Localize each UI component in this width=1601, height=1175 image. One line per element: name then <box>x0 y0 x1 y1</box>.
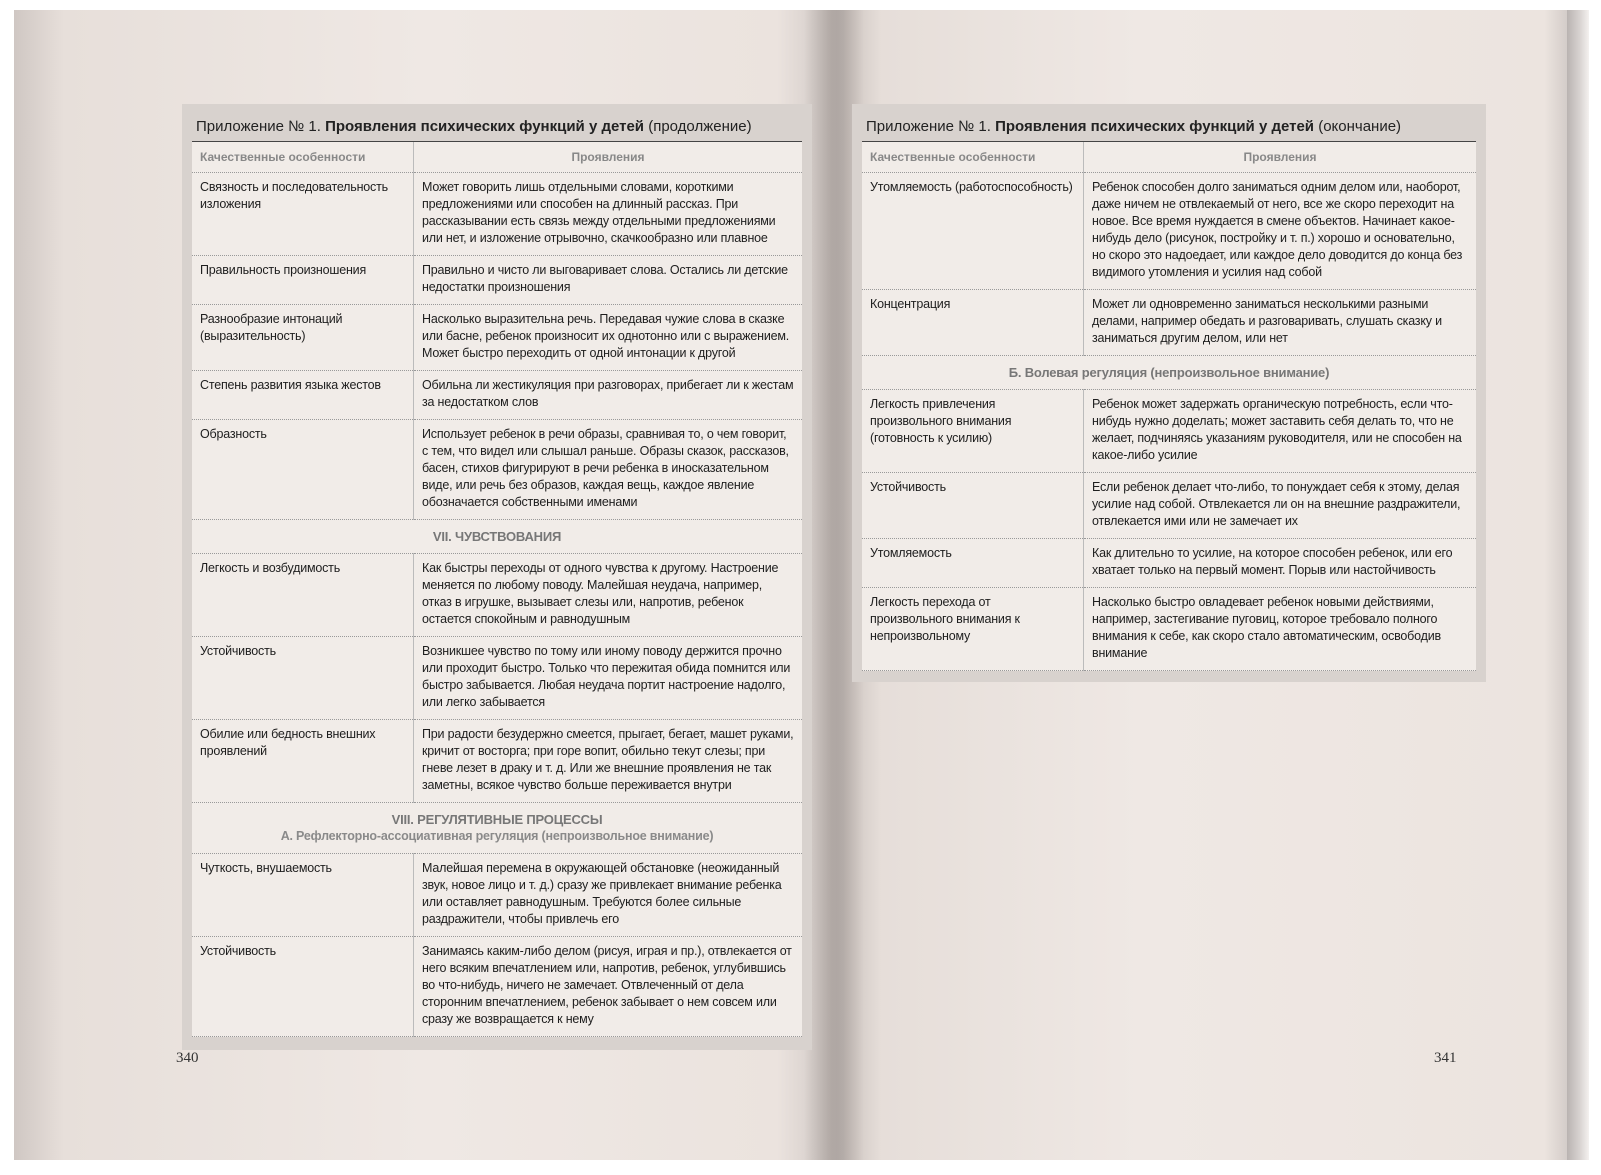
manifestation-cell: Насколько быстро овладевает ребенок новыми действиями, например, застегивание пуговиц, которое требовало полного внимания к себе, как скоро стало автоматическим, освободив внимание <box>1084 588 1477 671</box>
left-heading-suffix: (продолжение) <box>648 118 752 135</box>
manifestation-cell: Использует ребенок в речи образы, сравнивая то, о чем говорит, с тем, что видел или слышал раньше. Образы сказок, рассказов, басен, стихов фигурируют в речи ребенка в иносказательном виде, или речь без образов, каждая вещь, каждое явление обозначается собственными именами <box>414 420 803 520</box>
left-heading-prefix: Приложение № 1. <box>196 118 321 135</box>
table-row <box>862 173 1476 290</box>
manifestation-cell: Как длительно то усилие, на которое способен ребенок, или его хватает только на первый момент. Порыв или настойчивость <box>1084 539 1477 588</box>
page-edge <box>1567 10 1589 1160</box>
table-row <box>192 420 802 520</box>
manifestation-cell: Может говорить лишь отдельными словами, короткими предложениями или способен на длинный рассказ. При рассказывании есть связь между отдельными предложениями или нет, и изложение отрывочно, скачкообразно или плавное <box>414 173 803 256</box>
manifestation-cell: Если ребенок делает что-либо, то понуждает себя к этому, делая усилие над собой. Отвлекается ли он на внешние раздражители, отвлекается ими или не замечает их <box>1084 473 1477 539</box>
quality-cell: Разнообразие интонаций (выразительность) <box>192 305 414 371</box>
section-heading-regulation <box>192 803 802 854</box>
quality-cell: Правильность произношения <box>192 256 414 305</box>
section-row <box>192 803 802 854</box>
quality-cell: Устойчивость <box>862 473 1084 539</box>
table-row <box>192 173 802 256</box>
table-row <box>862 390 1476 473</box>
table-row <box>192 371 802 420</box>
left-table-panel <box>182 104 812 1050</box>
quality-cell: Образность <box>192 420 414 520</box>
manifestation-cell: Ребенок может задержать органическую потребность, если что-нибудь нужно доделать; может заставить себя делать то, что не желает, подчиняясь указаниям руководителя, или не способен на какое-либо усилие <box>1084 390 1477 473</box>
section-title: VIII. РЕГУЛЯТИВНЫЕ ПРОЦЕССЫ <box>391 812 603 827</box>
table-row <box>862 588 1476 671</box>
section-row <box>192 520 802 554</box>
manifestation-cell: Обильна ли жестикуляция при разговорах, прибегает ли к жестам за недостатком слов <box>414 371 803 420</box>
quality-cell: Утомляемость (работоспособность) <box>862 173 1084 290</box>
page-number-right: 341 <box>1434 1050 1457 1066</box>
manifestation-cell: При радости безудержно смеется, прыгает, бегает, машет руками, кричит от восторга; при горе вопит, обильно текут слезы; при гневе лезет в драку и т. д. Или же внешние проявления не так заметны, всякое чувство больше переживается внутри <box>414 720 803 803</box>
section-heading-feelings: VII. ЧУВСТВОВАНИЯ <box>192 520 802 554</box>
table-header-row <box>192 142 802 173</box>
manifestation-cell: Может ли одновременно заниматься несколькими разными делами, например обедать и разговаривать, слушать сказку и заниматься другим делом, или нет <box>1084 290 1477 356</box>
quality-cell: Легкость перехода от произвольного внимания к непроизвольному <box>862 588 1084 671</box>
table-row <box>862 473 1476 539</box>
table-row <box>192 554 802 637</box>
table-header-row <box>862 142 1476 173</box>
column-header-manifestation: Проявления <box>1084 142 1477 173</box>
column-header-manifestation: Проявления <box>414 142 803 173</box>
table-row <box>192 720 802 803</box>
quality-cell: Устойчивость <box>192 937 414 1037</box>
quality-cell: Легкость привлечения произвольного внимания (готовность к усилию) <box>862 390 1084 473</box>
section-row <box>862 356 1476 390</box>
table-row <box>862 290 1476 356</box>
right-heading <box>862 112 1476 142</box>
right-heading-prefix: Приложение № 1. <box>866 118 991 135</box>
manifestation-cell: Возникшее чувство по тому или иному поводу держится прочно или проходит быстро. Только что пережитая обида помнится или быстро забывается. Любая неудача портит настроение надолго, или легко забывается <box>414 637 803 720</box>
quality-cell: Связность и последовательность изложения <box>192 173 414 256</box>
quality-cell: Обилие или бедность внешних проявлений <box>192 720 414 803</box>
quality-cell: Утомляемость <box>862 539 1084 588</box>
right-table-panel <box>852 104 1486 682</box>
manifestation-cell: Правильно и чисто ли выговаривает слова. Остались ли детские недостатки произношения <box>414 256 803 305</box>
right-heading-title: Проявления психических функций у детей <box>995 118 1315 135</box>
manifestation-cell: Малейшая перемена в окружающей обстановке (неожиданный звук, новое лицо и т. д.) сразу же привлекает внимание ребенка или оставляет равнодушным. Требуются более сильные раздражители, чтобы привлечь его <box>414 854 803 937</box>
left-heading <box>192 112 802 142</box>
table-row <box>192 256 802 305</box>
manifestation-cell: Как быстры переходы от одного чувства к другому. Настроение меняется по любому поводу. Малейшая неудача, например, отказ в игрушке, вызывает слезы или, напротив, ребенок остается спокойным и равнодушным <box>414 554 803 637</box>
quality-cell: Устойчивость <box>192 637 414 720</box>
left-heading-title: Проявления психических функций у детей <box>325 118 645 135</box>
table-row <box>192 637 802 720</box>
right-heading-suffix: (окончание) <box>1318 118 1402 135</box>
table-row <box>862 539 1476 588</box>
quality-cell: Чуткость, внушаемость <box>192 854 414 937</box>
right-table <box>862 142 1476 671</box>
quality-cell: Степень развития языка жестов <box>192 371 414 420</box>
column-header-quality: Качественные особенности <box>192 142 414 173</box>
manifestation-cell: Насколько выразительна речь. Передавая чужие слова в сказке или басне, ребенок произносит их однотонно или с выражением. Может быстро переходить от одной интонации к другой <box>414 305 803 371</box>
quality-cell: Концентрация <box>862 290 1084 356</box>
table-row <box>192 854 802 937</box>
manifestation-cell: Ребенок способен долго заниматься одним делом или, наоборот, даже ничем не отвлекаемый от него, все же скоро переходит на новое. Все время нуждается в смене объектов. Начинает какое-нибудь дело (рисунок, постройку и т. п.) хорошо и основательно, но скоро это надоедает, или каждое дело доводится до конца без видимого утомления и усилия над собой <box>1084 173 1477 290</box>
quality-cell: Легкость и возбудимость <box>192 554 414 637</box>
table-row <box>192 305 802 371</box>
left-table <box>192 142 802 1037</box>
column-header-quality: Качественные особенности <box>862 142 1084 173</box>
manifestation-cell: Занимаясь каким-либо делом (рисуя, играя и пр.), отвлекается от него всяким впечатлением или, напротив, ребенок, углубившись во что-нибудь, ничего не замечает. Отвлеченный от дела сторонним впечатлением, ребенок забывает о нем совсем или сразу же возвращается к нему <box>414 937 803 1037</box>
table-row <box>192 937 802 1037</box>
page-number-left: 340 <box>176 1050 199 1066</box>
section-subtitle: А. Рефлекторно-ассоциативная регуляция (непроизвольное внимание) <box>280 829 714 843</box>
section-heading-volitional: Б. Волевая регуляция (непроизвольное внимание) <box>862 356 1476 390</box>
